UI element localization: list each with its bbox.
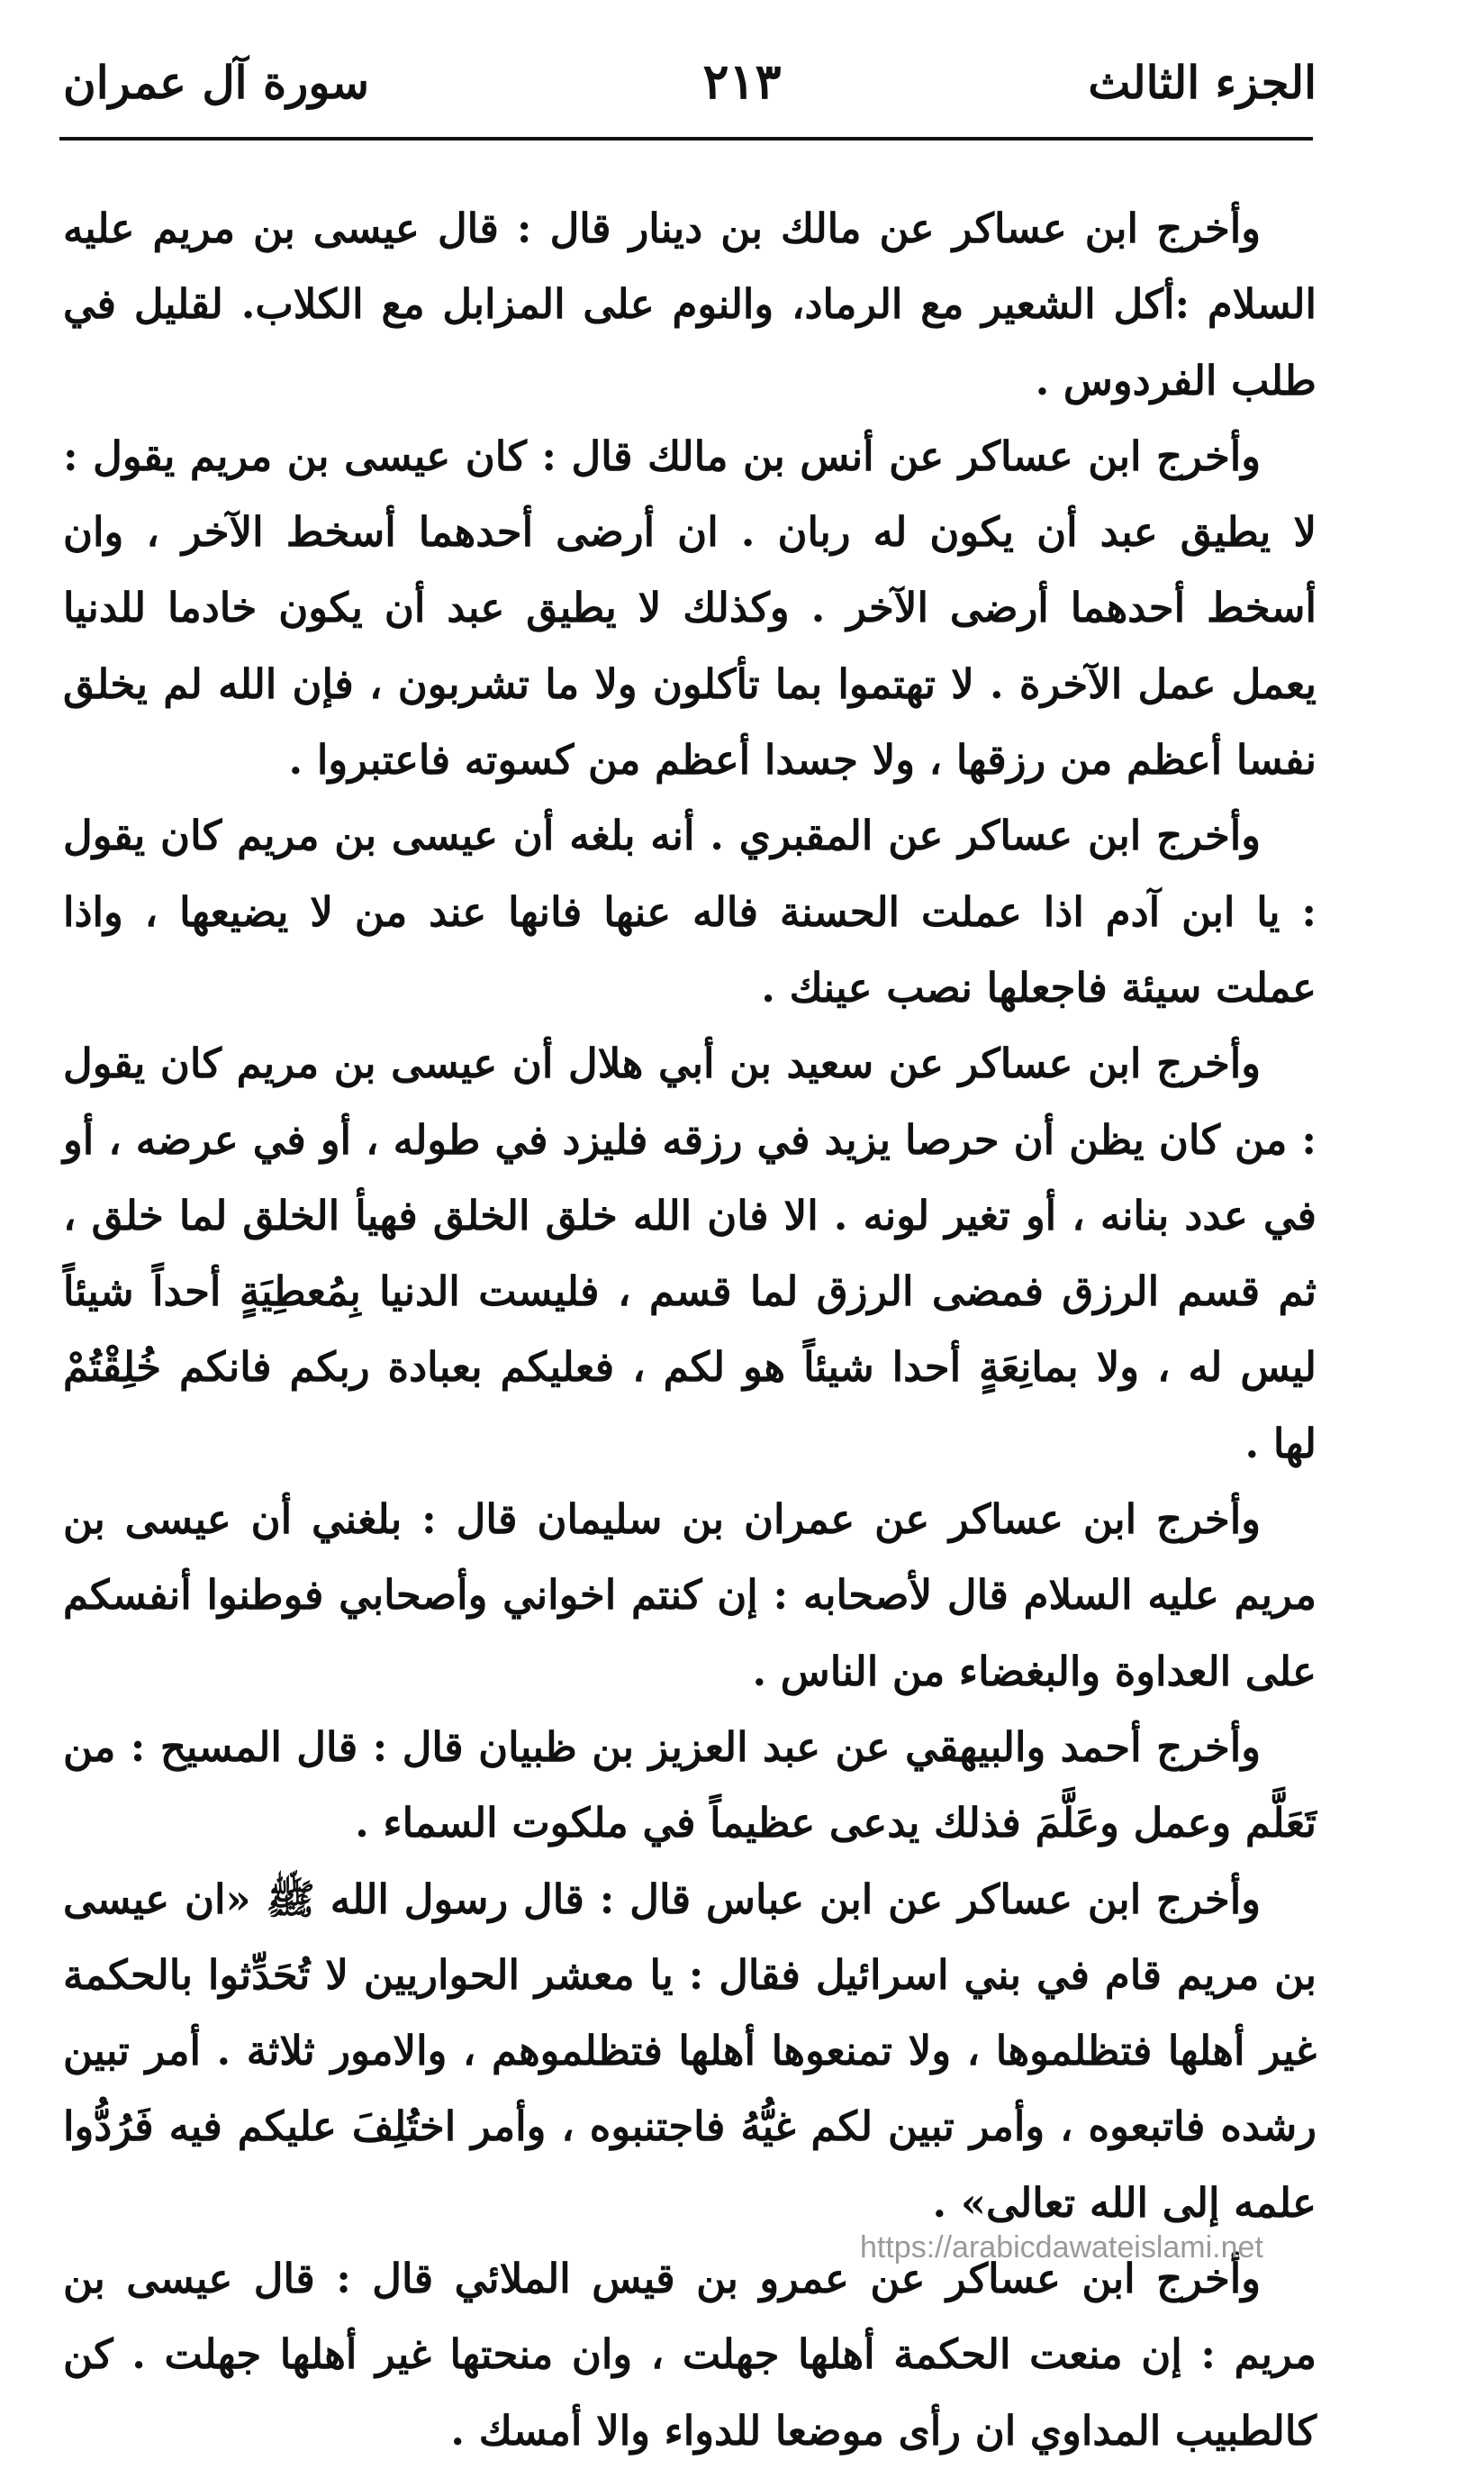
paragraph: [63, 1862, 1317, 2241]
paragraph-text: وأخرج ابن عساكر عن مالك بن دينار قال : قال عيسى بن مريم عليه السلام :أكل الشعير مع الرماد، والنوم على المزابل مع الكلاب. لقليل في طلب الفردوس .: [63, 204, 1317, 404]
paragraph: [63, 1482, 1317, 1710]
surah-title: سورة آل عمران: [63, 56, 370, 109]
header-rule: [59, 137, 1313, 141]
paragraph: [63, 419, 1317, 798]
paragraph: [63, 1710, 1317, 1862]
paragraph: [63, 798, 1317, 1026]
paragraph-text: وأخرج ابن عساكر عن أنس بن مالك قال : كان عيسى بن مريم يقول : لا يطيق عبد أن يكون له ربان . ان أرضى أحدهما أسخط الآخر ، وان أسخط أحدهما أرضى الآخر . وكذلك لا يطيق عبد أن يكون خادما للدنيا يعمل عمل الآخرة . لا تهتموا بما تأكلون ولا ما تشربون ، فإن الله لم يخلق نفسا أعظم من رزقها ، ولا جسدا أعظم من كسوته فاعتبروا .: [63, 431, 1317, 785]
paragraph-text: وأخرج ابن عساكر عن سعيد بن أبي هلال أن عيسى بن مريم كان يقول : من كان يظن أن حرصا يزيد في رزقه فليزد في طوله ، أو في عرضه ، أو في عدد بنانه ، أو تغير لونه . الا فان الله خلق الخلق فهيأ الخلق لما خلق ، ثم قسم الرزق فمضى الرزق لما قسم ، فليست الدنيا بِمُعطِيَةٍ أحداً شيئاً ليس له ، ولا بمانِعَةٍ أحدا شيئاً هو لكم ، فعليكم بعبادة ربكم فانكم خُلِقْتُمْ لها .: [63, 1039, 1317, 1467]
paragraph-text: وأخرج ابن عساكر عن عمران بن سليمان قال : بلغني أن عيسى بن مريم عليه السلام قال لأصحابه : إن كنتم اخواني وأصحابي فوطنوا أنفسكم على العداوة والبغضاء من الناس .: [63, 1495, 1317, 1695]
paragraph-text: وأخرج ابن عساكر عن ابن عباس قال : قال رسول الله ﷺ «ان عيسى بن مريم قام في بني اسرائيل فقال : يا معشر الحواريين لا تُحَدِّثوا بالحكمة غير أهلها فتظلموها ، ولا تمنعوها أهلها فتظلموهم ، والامور ثلاثة . أمر تبين رشده فاتبعوه ، وأمر تبين لكم غيُّهُ فاجتنبوه ، وأمر اختُلِفَ عليكم فيه فَرُدُّوا علمه إلى الله تعالى» .: [63, 1874, 1317, 2227]
paragraph: [63, 1026, 1317, 1482]
paragraph-text: وأخرج أحمد والبيهقي عن عبد العزيز بن ظبيان قال : قال المسيح : من تَعَلَّم وعمل وعَلَّمَ فذلك يدعى عظيماً في ملكوت السماء .: [63, 1722, 1317, 1847]
paragraph: [63, 2241, 1317, 2469]
paragraph: [63, 191, 1317, 419]
watermark-url: https://arabicdawateislami.net: [860, 2230, 1263, 2265]
paragraph-text: وأخرج ابن عساكر عن عمرو بن قيس الملائي قال : قال عيسى بن مريم : إن منعت الحكمة أهلها جهلت ، وان منحتها غير أهلها جهلت . كن كالطبيب المداوي ان رأى موضعا للدواء والا أمسك .: [63, 2255, 1317, 2455]
page-body: [63, 191, 1317, 2469]
part-title: الجزء الثالث: [1088, 56, 1317, 109]
page-number: ٢١٣: [702, 52, 782, 110]
paragraph-text: وأخرج ابن عساكر عن المقبري . أنه بلغه أن عيسى بن مريم كان يقول : يا ابن آدم اذا عملت الحسنة فاله عنها فانها عند من لا يضيعها ، واذا عملت سيئة فاجعلها نصب عينك .: [63, 812, 1317, 1012]
